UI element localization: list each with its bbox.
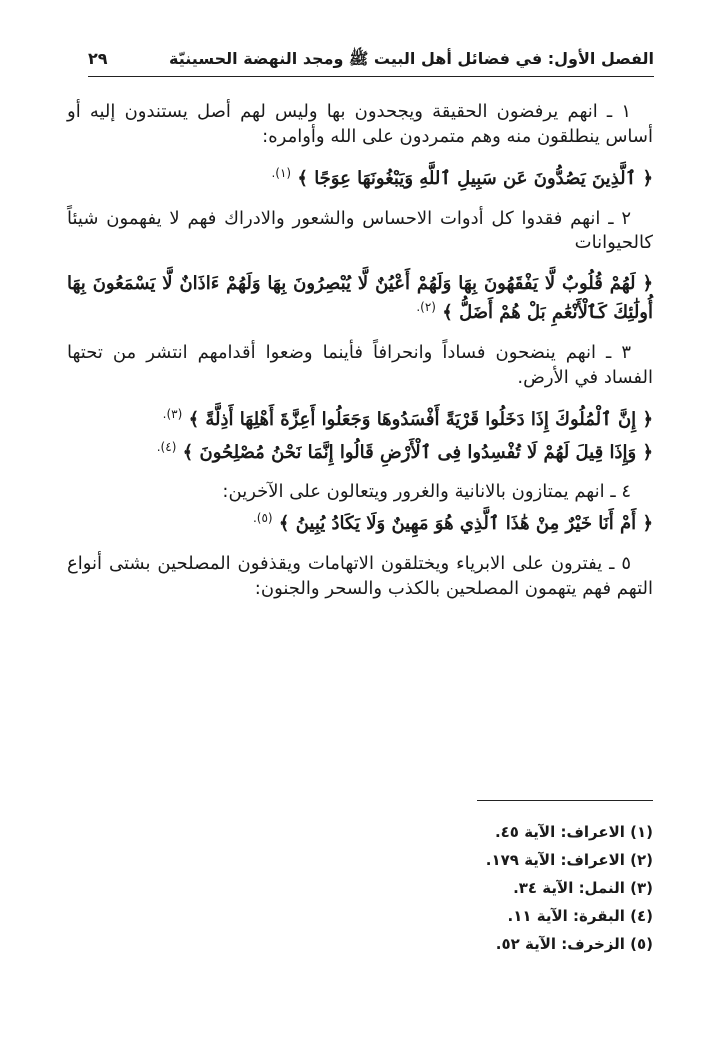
verse-text: ﴿ وَإِذَا قِيلَ لَهُمْ لَا تُفْسِدُوا فِى ٱلْأَرْضِ قَالُوا إِنَّمَا نَحْنُ مُصْلِحُونَ ﴾ — [182, 441, 653, 463]
paragraph-4: ٤ ـ انهم يمتازون بالانانية والغرور ويتعالون على الآخرين: — [222, 481, 631, 503]
running-header — [88, 46, 654, 77]
footnote-3: (٣) النمل: الآية ٣٤. — [513, 879, 653, 897]
page-number: ٢٩ — [88, 49, 108, 68]
verse-1 — [67, 164, 653, 193]
main-text — [67, 100, 653, 616]
verse-5 — [67, 509, 653, 538]
verse-2 — [67, 270, 653, 327]
footnote-1: (١) الاعراف: الآية ٤٥. — [494, 823, 653, 841]
footnote-divider — [477, 800, 653, 801]
verse-text: ﴿ إِنَّ ٱلْمُلُوكَ إِذَا دَخَلُوا قَرْيَةً أَفْسَدُوهَا وَجَعَلُوا أَعِزَّةَ أَهْلِهَا أَذِلَّةً ﴾ — [188, 408, 653, 430]
footnote-4: (٤) البقرة: الآية ١١. — [507, 907, 653, 925]
verse-text: ﴿ لَهُمْ قُلُوبٌ لَّا يَفْقَهُونَ بِهَا وَلَهُمْ أَعْيُنٌ لَّا يُبْصِرُونَ بِهَا وَلَهُمْ ءَاذَانٌ لَّا يَسْمَعُونَ بِهَا أُولَٰئِكَ كَٱلْأَنْعَٰمِ بَلْ هُمْ أَضَلُّ ﴾ — [67, 273, 653, 324]
footnote-ref: (٤). — [156, 439, 177, 454]
footnote-ref: (٢). — [416, 300, 436, 315]
footnote-2: (٢) الاعراف: الآية ١٧٩. — [485, 851, 653, 869]
chapter-title: الفصل الأول: في فضائل أهل البيت ﷺ ومجد النهضة الحسينيّة — [169, 49, 654, 68]
verse-text: ﴿ أَمْ أَنَا خَيْرٌ مِنْ هَٰذَا ٱلَّذِي هُوَ مَهِينٌ وَلَا يَكَادُ يُبِينُ ﴾ — [278, 513, 653, 535]
footnote-ref: (١). — [271, 165, 292, 180]
footnote-ref: (٥). — [252, 511, 273, 526]
paragraph-3: ٣ ـ انهم ينضحون فساداً وانحرافاً فأينما وضعوا أقدامهم انتشر من تحتها الفساد في الأرض. — [67, 341, 653, 388]
footnote-5: (٥) الزخرف: الآية ٥٢. — [495, 935, 653, 953]
footnotes — [353, 818, 653, 958]
paragraph-5: ٥ ـ يفترون على الابرياء ويختلقون الاتهامات ويقذفون المصلحين بشتى أنواع التهم فهم يتهمون المصلحين بالكذب والسحر والجنون: — [67, 553, 653, 599]
footnote-ref: (٣). — [162, 406, 183, 421]
verse-3 — [67, 405, 653, 434]
paragraph-2: ٢ ـ انهم فقدوا كل أدوات الاحساس والشعور والادراك فهم لا يفهمون شيئاً كالحيوانات — [67, 207, 653, 254]
verse-4 — [67, 438, 653, 467]
verse-text: ﴿ ٱلَّذِينَ يَصُدُّونَ عَن سَبِيلِ ٱللَّهِ وَيَبْغُونَهَا عِوَجًا ﴾ — [297, 167, 653, 189]
paragraph-1: ١ ـ انهم يرفضون الحقيقة ويجحدون بها وليس لهم أصل يستندون إليه أو أساس ينطلقون منه وهم متمردون على الله وأوامره: — [67, 101, 653, 147]
